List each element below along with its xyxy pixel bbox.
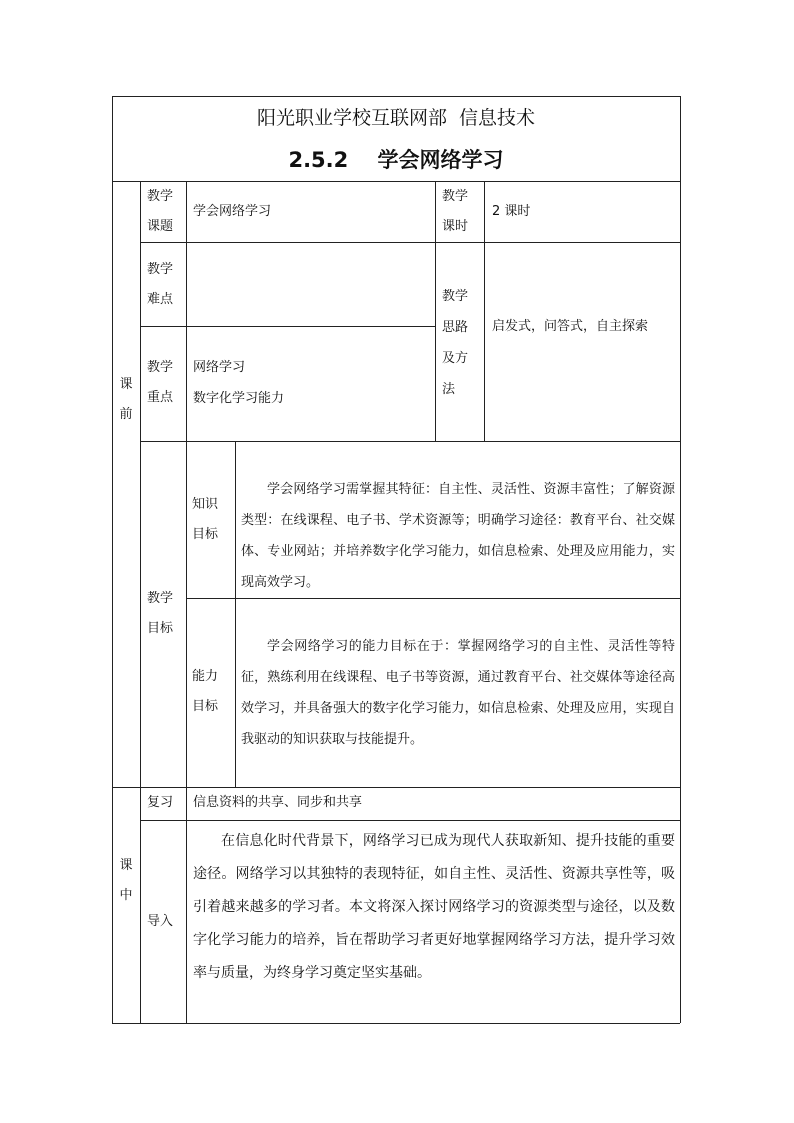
method-value: 启发式，问答式，自主探索 (492, 319, 649, 334)
ability-label: 能力目标 (192, 669, 219, 714)
header-line-1: 阳光职业学校互联网部 信息技术 (256, 107, 536, 129)
hours-value: 2 课时 (492, 204, 531, 219)
hours-label: 教学课时 (442, 189, 469, 234)
topic-label: 教学课题 (147, 189, 174, 234)
section-label-pre: 课前 (119, 377, 133, 422)
key-point-1: 网络学习 (193, 360, 246, 375)
ability-text: 学会网络学习的能力目标在于：掌握网络学习的自主性、灵活性等特征，熟练利用在线课程、电子书等资源，通过教育平台、社交媒体等途径高效学习，并具备强大的数字化学习能力，如信息检索、处理及应用，实现自我驱动的知识获取与技能提升。 (241, 639, 675, 747)
difficulty-label: 教学难点 (147, 262, 174, 307)
intro-label: 导入 (147, 914, 174, 929)
goal-label: 教学目标 (147, 591, 174, 636)
review-label: 复习 (147, 795, 174, 810)
knowledge-text: 学会网络学习需掌握其特征：自主性、灵活性、资源丰富性；了解资源类型：在线课程、电子书、学术资源等；明确学习途径：教育平台、社交媒体、专业网站；并培养数字化学习能力，如信息检索、处理及应用能力，实现高效学习。 (241, 482, 675, 590)
method-label: 教学思路及方法 (442, 289, 469, 397)
page-title: 2.5.2 学会网络学习 (288, 148, 504, 172)
topic-value: 学会网络学习 (193, 204, 272, 219)
key-label: 教学重点 (147, 360, 174, 405)
intro-text: 在信息化时代背景下，网络学习已成为现代人获取新知、提升技能的重要途径。网络学习以其独特的表现特征，如自主性、灵活性、资源共享性等，吸引着越来越多的学习者。本文将深入探讨网络学习的资源类型与途径，以及数字化学习能力的培养，旨在帮助学习者更好地掌握网络学习方法，提升学习效率与质量，为终身学习奠定坚实基础。 (193, 833, 675, 981)
knowledge-label: 知识目标 (192, 497, 219, 542)
section-label-mid: 课中 (119, 858, 133, 903)
review-value: 信息资料的共享、同步和共享 (193, 795, 363, 810)
key-point-2: 数字化学习能力 (193, 391, 285, 406)
